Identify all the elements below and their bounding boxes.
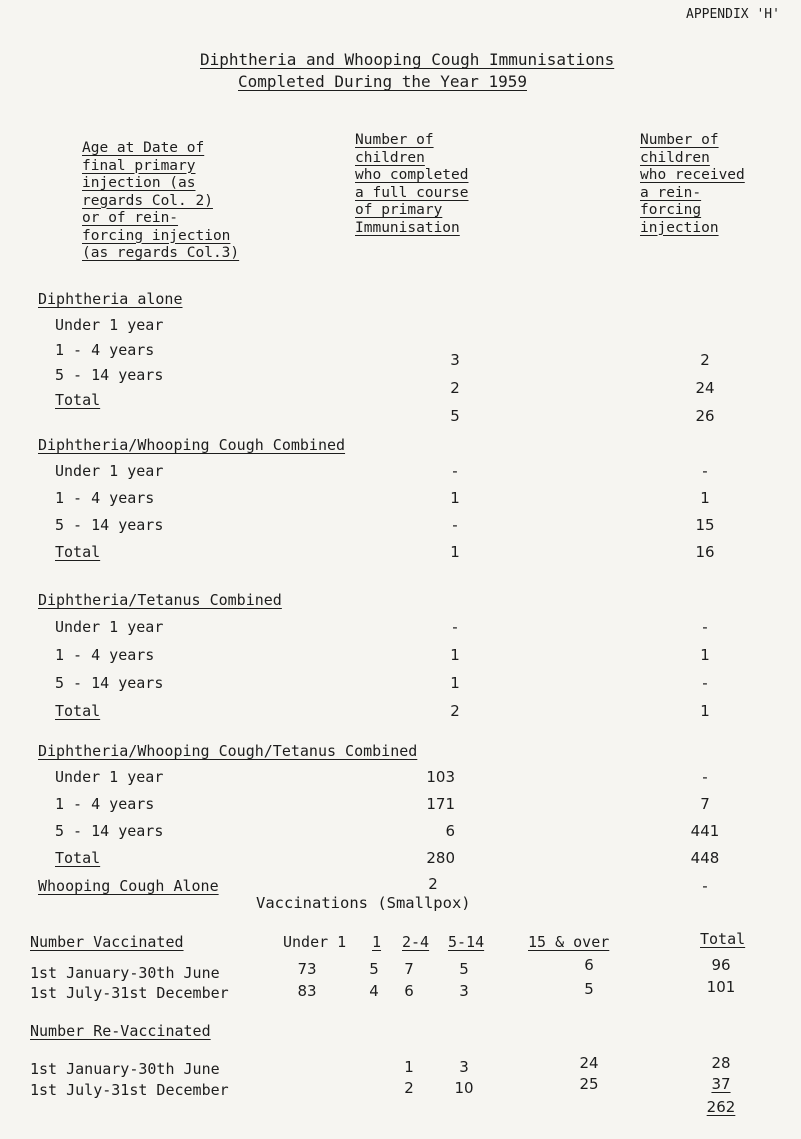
row-label: 5 - 14 years — [55, 674, 164, 692]
primary-value: 2 — [428, 875, 438, 893]
primary-value: 5 — [450, 407, 460, 425]
section-title-diphtheria-whooping: Diphtheria/Whooping Cough Combined — [38, 436, 346, 454]
reinforcing-value: - — [702, 462, 708, 480]
section-title-diphtheria-tetanus: Diphtheria/Tetanus Combined — [38, 591, 282, 609]
vacc-value: 3 — [459, 982, 469, 1000]
header-primary: Number of children who completed a full course of primary Immunisation — [355, 132, 469, 236]
reinforcing-value: - — [702, 877, 708, 895]
primary-value: 1 — [450, 543, 460, 561]
revacc-period: 1st January-30th June — [30, 1060, 220, 1078]
row-label: 1 - 4 years — [55, 795, 155, 813]
reinforcing-value: 441 — [690, 822, 720, 840]
reinforcing-value: 16 — [695, 543, 715, 561]
reinforcing-value: 1 — [700, 646, 710, 664]
vacc-header-total: Total — [700, 930, 746, 948]
section-title-diphtheria-alone: Diphtheria alone — [38, 290, 183, 308]
row-label-total: Total — [55, 391, 101, 409]
reinforcing-value: 448 — [690, 849, 720, 867]
reinforcing-value: - — [702, 618, 708, 636]
document-title: Diphtheria and Whooping Cough Immunisations — [200, 50, 615, 69]
reinforcing-value: 1 — [700, 702, 710, 720]
reinforcing-value: - — [702, 768, 708, 786]
vacc-header-number-vaccinated: Number Vaccinated — [30, 933, 184, 951]
reinforcing-value: 1 — [700, 489, 710, 507]
primary-value: 2 — [450, 379, 460, 397]
row-label: 1 - 4 years — [55, 341, 155, 359]
whooping-alone-label: Whooping Cough Alone — [38, 877, 219, 895]
vacc-value: 5 — [584, 980, 594, 998]
row-label-total: Total — [55, 543, 101, 561]
vacc-value: 101 — [706, 978, 736, 996]
revacc-value: 10 — [454, 1079, 474, 1097]
revacc-value: 25 — [579, 1075, 599, 1093]
row-label: 1 - 4 years — [55, 489, 155, 507]
revaccinated-title: Number Re-Vaccinated — [30, 1022, 211, 1040]
revacc-value: 24 — [579, 1054, 599, 1072]
primary-value: - — [452, 618, 458, 636]
row-label: 5 - 14 years — [55, 516, 164, 534]
revacc-value: 28 — [711, 1054, 731, 1072]
vacc-value: 83 — [297, 982, 317, 1000]
reinforcing-value: 2 — [700, 351, 710, 369]
vacc-value: 5 — [459, 960, 469, 978]
primary-value: 2 — [450, 702, 460, 720]
reinforcing-value: - — [702, 674, 708, 692]
header-age: Age at Date of final primary injection (as regards Col. 2) or of rein- forcing injection (as regards Col.3) — [82, 140, 240, 261]
revacc-value: 2 — [404, 1079, 414, 1097]
vaccinations-title: Vaccinations (Smallpox) — [256, 894, 471, 912]
row-label: 5 - 14 years — [55, 822, 164, 840]
grand-total: 262 — [706, 1098, 736, 1116]
row-label-total: Total — [55, 849, 101, 867]
row-label: Under 1 year — [55, 316, 164, 334]
section-title-dwt: Diphtheria/Whooping Cough/Tetanus Combined — [38, 742, 418, 760]
revacc-value: 1 — [404, 1058, 414, 1076]
row-label-total: Total — [55, 702, 101, 720]
primary-value: - — [452, 462, 458, 480]
vacc-period: 1st January-30th June — [30, 964, 220, 982]
primary-value: 171 — [426, 795, 455, 813]
reinforcing-value: 26 — [695, 407, 715, 425]
vacc-header-5-14: 5-14 — [448, 933, 485, 951]
document-subtitle: Completed During the Year 1959 — [238, 72, 527, 91]
vacc-value: 6 — [584, 956, 594, 974]
vacc-value: 6 — [404, 982, 414, 1000]
header-reinforcing: Number of children who received a rein- forcing injection — [640, 132, 745, 236]
primary-value: 1 — [450, 646, 460, 664]
vacc-header-1: 1 — [372, 933, 382, 951]
vacc-value: 7 — [404, 960, 414, 978]
primary-value: - — [452, 516, 458, 534]
reinforcing-value: 15 — [695, 516, 715, 534]
vacc-header-2-4: 2-4 — [402, 933, 430, 951]
primary-value: 1 — [450, 674, 460, 692]
vacc-value: 4 — [369, 982, 379, 1000]
row-label: 5 - 14 years — [55, 366, 164, 384]
row-label: Under 1 year — [55, 768, 164, 786]
primary-value: 103 — [426, 768, 455, 786]
vacc-value: 5 — [369, 960, 379, 978]
reinforcing-value: 7 — [700, 795, 710, 813]
appendix-label: APPENDIX 'H' — [686, 7, 780, 22]
primary-value: 1 — [450, 489, 460, 507]
reinforcing-value: 24 — [695, 379, 715, 397]
revacc-value: 37 — [711, 1075, 731, 1093]
primary-value: 6 — [445, 822, 455, 840]
vacc-header-under-1: Under 1 — [283, 933, 347, 951]
vacc-value: 73 — [297, 960, 317, 978]
vacc-period: 1st July-31st December — [30, 984, 229, 1002]
revacc-value: 3 — [459, 1058, 469, 1076]
vacc-value: 96 — [711, 956, 731, 974]
primary-value: 3 — [450, 351, 460, 369]
row-label: Under 1 year — [55, 462, 164, 480]
row-label: Under 1 year — [55, 618, 164, 636]
row-label: 1 - 4 years — [55, 646, 155, 664]
primary-value: 280 — [426, 849, 455, 867]
vacc-header-15-over: 15 & over — [528, 933, 610, 951]
revacc-period: 1st July-31st December — [30, 1081, 229, 1099]
